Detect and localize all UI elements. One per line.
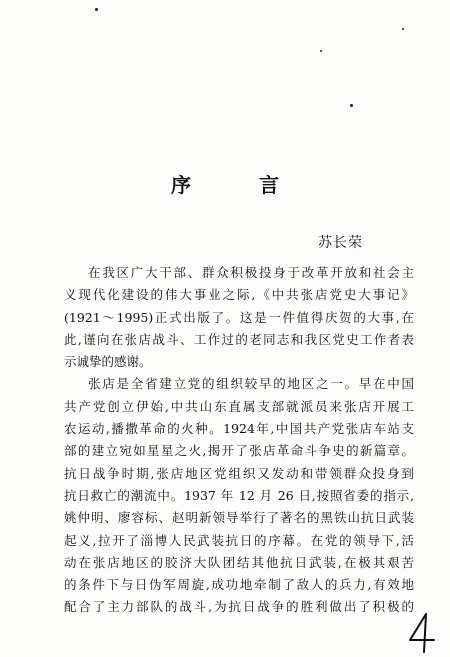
handwritten-page-number (404, 610, 438, 654)
text-line: 部的建立宛如星星之火,揭开了张店革命斗争史的新篇章。 (64, 443, 414, 459)
text-line: 共产党创立伊始,中共山东直属支部就派员来张店开展工 (64, 398, 414, 414)
text-line: 配合了主力部队的战斗,为抗日战争的胜利做出了积极的 (64, 599, 414, 615)
text-line: 农运动,播撒革命的火种。1924年,中国共产党张店车站支 (64, 421, 414, 437)
text-line: 起义,拉开了淄博人民武装抗日的序幕。在党的领导下,活 (64, 532, 414, 548)
text-line: 姚仲明、廖容标、赵明新领导举行了著名的黑铁山抗日武装 (64, 510, 414, 526)
text-line: 义现代化建设的伟大事业之际,《中共张店党史大事记》 (64, 287, 414, 303)
text-line: 此,谨向在张店战斗、工作过的老同志和我区党史工作者表 (64, 331, 414, 347)
page-title: 序 言 (171, 173, 303, 197)
text-line: 抗日救亡的潮流中。1937 年 12 月 26 日,按照省委的指示, (64, 487, 414, 503)
ink-speck (402, 28, 404, 30)
text-line: 张店是全省建立党的组织较早的地区之一。早在中国 (88, 376, 414, 392)
body-text (64, 262, 414, 619)
ink-speck (320, 50, 322, 52)
text-line: 示诚挚的感谢。 (64, 354, 152, 370)
text-line: 抗日战争时期,张店地区党组织又发动和带领群众投身到 (64, 465, 414, 481)
ink-speck (95, 8, 98, 11)
text-line: (1921～1995)正式出版了。这是一件值得庆贺的大事,在 (64, 309, 414, 325)
ink-speck (350, 104, 353, 107)
author-name: 苏长荣 (318, 235, 363, 251)
text-line: 在我区广大干部、群众积极投身于改革开放和社会主 (88, 265, 414, 280)
text-line: 动在张店地区的胶济大队团结其他抗日武装,在极其艰苦 (64, 554, 414, 570)
text-line: 的条件下与日伪军周旋,成功地牵制了敌人的兵力,有效地 (64, 577, 414, 593)
